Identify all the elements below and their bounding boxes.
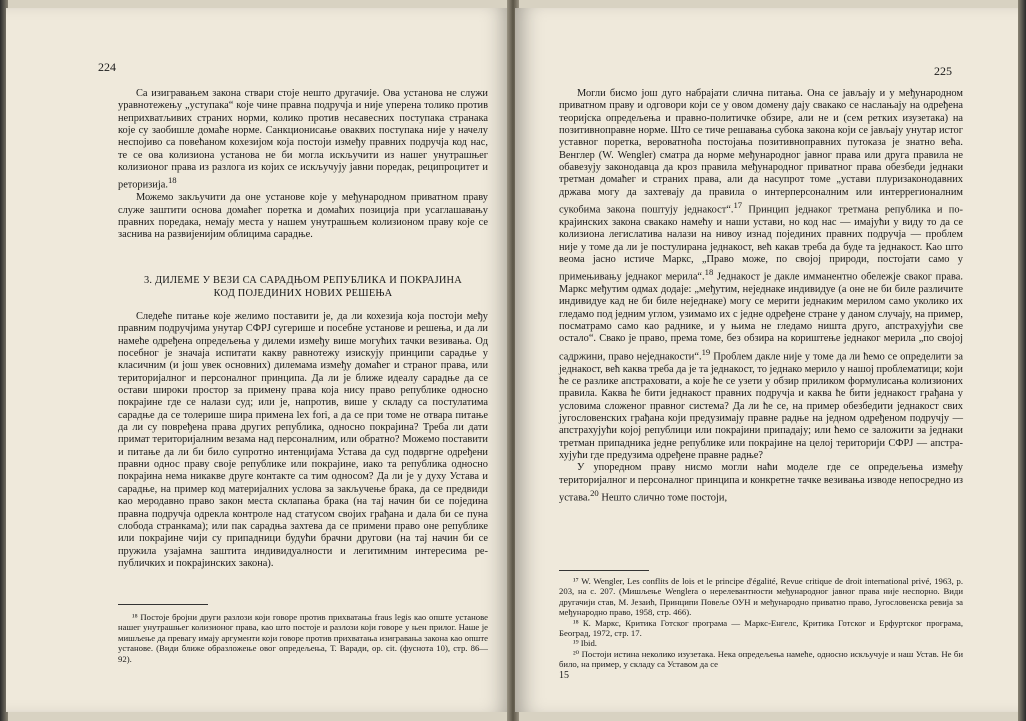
page-number-left: 224	[98, 60, 116, 74]
left-footnote: ¹⁸ Постоје бројни други разлози који говоре против прихватања fraus legis као опште установе нашег унутрашњег колизионог права, као што постоје и разлози који говоре у њен прилог. Наше је мишљење да превагу имају аргументи који говоре против прихватања изигравања закона као опште установе. (Види ближе образложење овог опредељења, Т. Варади, op. cit. (фуснота 10), стр. 86—92).	[118, 612, 488, 664]
heading-line-2: КОД ПОЈЕДИНИХ НОВИХ РЕШЕЊА	[213, 288, 393, 299]
left-paragraph-3: Следеће питање које желимо поставити је, да ли кохезија која постоји међу правним подручјима унутар СФРЈ сугерише и посебне установе и решења, и да ли намеће одређена опредељења у дилеми између више могућих тачки везивања. Од посебног је значаја испитати какву равнотежу изискују принципи сарадње у класичним (и још увек основних) дилемама између домаћег и страног права, или територијалног и персоналног принципа. Да ли је ближе идеалу сарадње да се остави широки простор за примену права која нису право републике односно покрајине где се налази суд; или је, напротив, више у складу са постулатима сарадње да се толерише шира примена lex fori, а да се при томе не отвара питање да ли су повређена права других република, односно покрајина? Треба ли дати примат територијалним везама над персоналним, или обратно? Можемо поставити и питање да ли би било супротно интенцијама Устава да суд подвргне одређени правни однос праву своје републике или покрајине, иако та република односно покрајина нема никакве друге контакте са тим односом? Да ли је у духу Устава и сарадње, на пример код материјалних услова за закључење брака, да се предвиди као меродавно право закон места склапања брака (на тај начин би се појединa правна подручја одрекла контроле над статусом својих грађана и дала би се пуна слобода странкама); или пак сарадња захтева да се примени право оне републике или покрајине чији су припадници будући брачни другови (на тај начин би се пружила узајамна заштита индивидуалности и легитимним интересима републичких и покрајинских закона).	[118, 311, 488, 569]
right-body	[559, 88, 963, 505]
page-number-right: 225	[934, 64, 952, 78]
footnote-rule-right	[559, 570, 649, 571]
right-paragraph-2: У упоредном праву нисмо могли наћи моделе где се опредељења између територијалног и персоналног принципа и конкретне тачке везивања изводе непосредно из устава.$^{20}$ Нешто слично томе постоји,	[559, 462, 963, 504]
section-heading	[118, 274, 488, 300]
right-page	[515, 8, 1020, 712]
heading-line-1: 3. ДИЛЕМЕ У ВЕЗИ СА САРАДЊОМ РЕПУБЛИКА И ПОКРАЈИНА	[144, 275, 462, 286]
footnote-rule-left	[118, 604, 208, 605]
footnote-20: ²⁰ Постоји истина неколико изузетака. Нека опредељења намеће, односно искључује и наш Устав. Не би било, на пример, у складу са Уставом да се	[559, 648, 963, 670]
footnote-19: ¹⁹ Ibid.	[573, 638, 597, 649]
left-paragraph-1: Са изигравањем закона ствари стоје нешто другачије. Ова установа не служи уравнотежењу „уступака“ које чине правна подручја и није уперена толико против неприхватљивих страних норми, колико против несавесних поступака странака које су заобишле домаће норме. Санкционисање оваквих поступака није у начелу неспојиво са повећаном кохезијом која постоји између правних подручја код нас, те се ова колизиона установа не би могла искључити из нашег унутрашњег колизионог права из разлога из којих се искључују јавни поредак, реципроцитет и реторизија.$^{18}$	[118, 88, 488, 191]
footnote-18: ¹⁸ К. Маркс, Критика Готског програма — Маркс-Енгелс, Критика Готског и Ерфуртског програма, Београд, 1972, стр. 17.	[559, 617, 963, 639]
left-body-bottom	[118, 311, 488, 570]
footnote-ref: 18	[704, 267, 714, 278]
signature-number: 15	[559, 670, 569, 681]
book-edge-right	[1018, 0, 1026, 721]
footnote-ref: 17	[733, 200, 743, 211]
footnote-ref: 20	[590, 488, 599, 499]
left-body-top	[118, 88, 488, 242]
footnote-17: ¹⁷ W. Wengler, Les conflits de lois et le principe d'égalité, Revue critique de droit international privé, 1963, p. 203, на с. 207. (Мишљење Wenglera о нерелевантности међународног јавног права није неспорно. Види другачији став, М. Језаић, Принципи Повеље ОУН и међународно приватно право, Југословенска ревија за међународно право, 1958, стр. 466).	[559, 576, 963, 618]
right-footnotes	[559, 576, 963, 670]
left-paragraph-2: Можемо закључити да оне установе које у међународном приватном праву служе заштити основа домаћег поретка и домаћих позиција при усаглашавању правних поредака, немају места у нашем унутрашњем колизионом праву које се заснива на развијенијим облицима сарадње.	[118, 192, 488, 241]
footnote-ref: 18	[167, 175, 177, 186]
footnote-ref: 19	[701, 346, 711, 357]
left-page	[6, 8, 511, 712]
right-paragraph-1: Могли бисмо још дуго набрајати слична питања. Она се јављају и у међународном приватном праву и одговори који се у овом домену дају свакако се наслањају на одређена теоријска опредељења и правно-политичке обзире, али не и (сем ретких изузетака) на позитивноправне норме. Што се тиче решавања субока закона који се јављају унутар истог уставног поретка, вероватноћа постојања позитивноправних путоказа је знатно већа. Венглер (W. Wengler) сматра да норме међународног јавног права или друга правила не обавезују законодавца да кроз правила међународног приватног права обезбеди једнаки третман домаћег и страних права, али да насупрот томе „устави плуризаконодавних држава могу да захтевају да правила о интерперсоналним или интеррегионалним сукобима закона поштују једнакост“.$^{17}$ Принцип једнаког третмана република и покрајинских закона свакако намећу и наши устави, но код нас — имајући у виду то да се колизиона легислатива налази на нивоу изнад појединих правних подручја — проблем није у томе да ли је постулирана једнакост, већ какав треба да буде та једнакост. Као што веома јасно истиче Маркс, „Право може, по својој природи, постојати само у примењивању једнаког мерила“.$^{18}$ Једнакост је дакле имманентно обележје сваког права. Маркс међутим одмах додаје: „међутим, неједнаке индивидуе (а оне не би биле различите индивидуе кад не би биле неједнаке) могу се мерити једнаким мерилом само уколико их гледамо под једним углом, узимамо их с једне одређене стране у даном случају, на пример, посматрамо само као раднике, и у њима не гледамо ништа друго, апстрахујући све остало“. Свако је право, према томе, без обзира на кориштење једнаког мерила „по својој садржини, право неједнакости“.$^{19}$ Проблем дакле није у томе да ли ћемо се определити за једнакост, већ каква треба да је та једнакост, то једнако мерило у нашој проблематици; који ће се разлике апстраховати, а које ће се узети у обзир приликом формулисања колизионих правила. Каква ће бити једнакост правних подручја и каква ће бити једнакост грађана у условима сложеног правног система? Да ли ће се, на пример обезбедити једнакост свих југословенских грађана који предузимају правне радње на једном одређеном подручју — апстрахујући којој републици или покрајини припадају; или ћемо се заложити за једнаки третман припадника једне републике или покрајине на целој територији СФРЈ — апстрахујући где предузима одређене правне радње?	[559, 88, 963, 462]
